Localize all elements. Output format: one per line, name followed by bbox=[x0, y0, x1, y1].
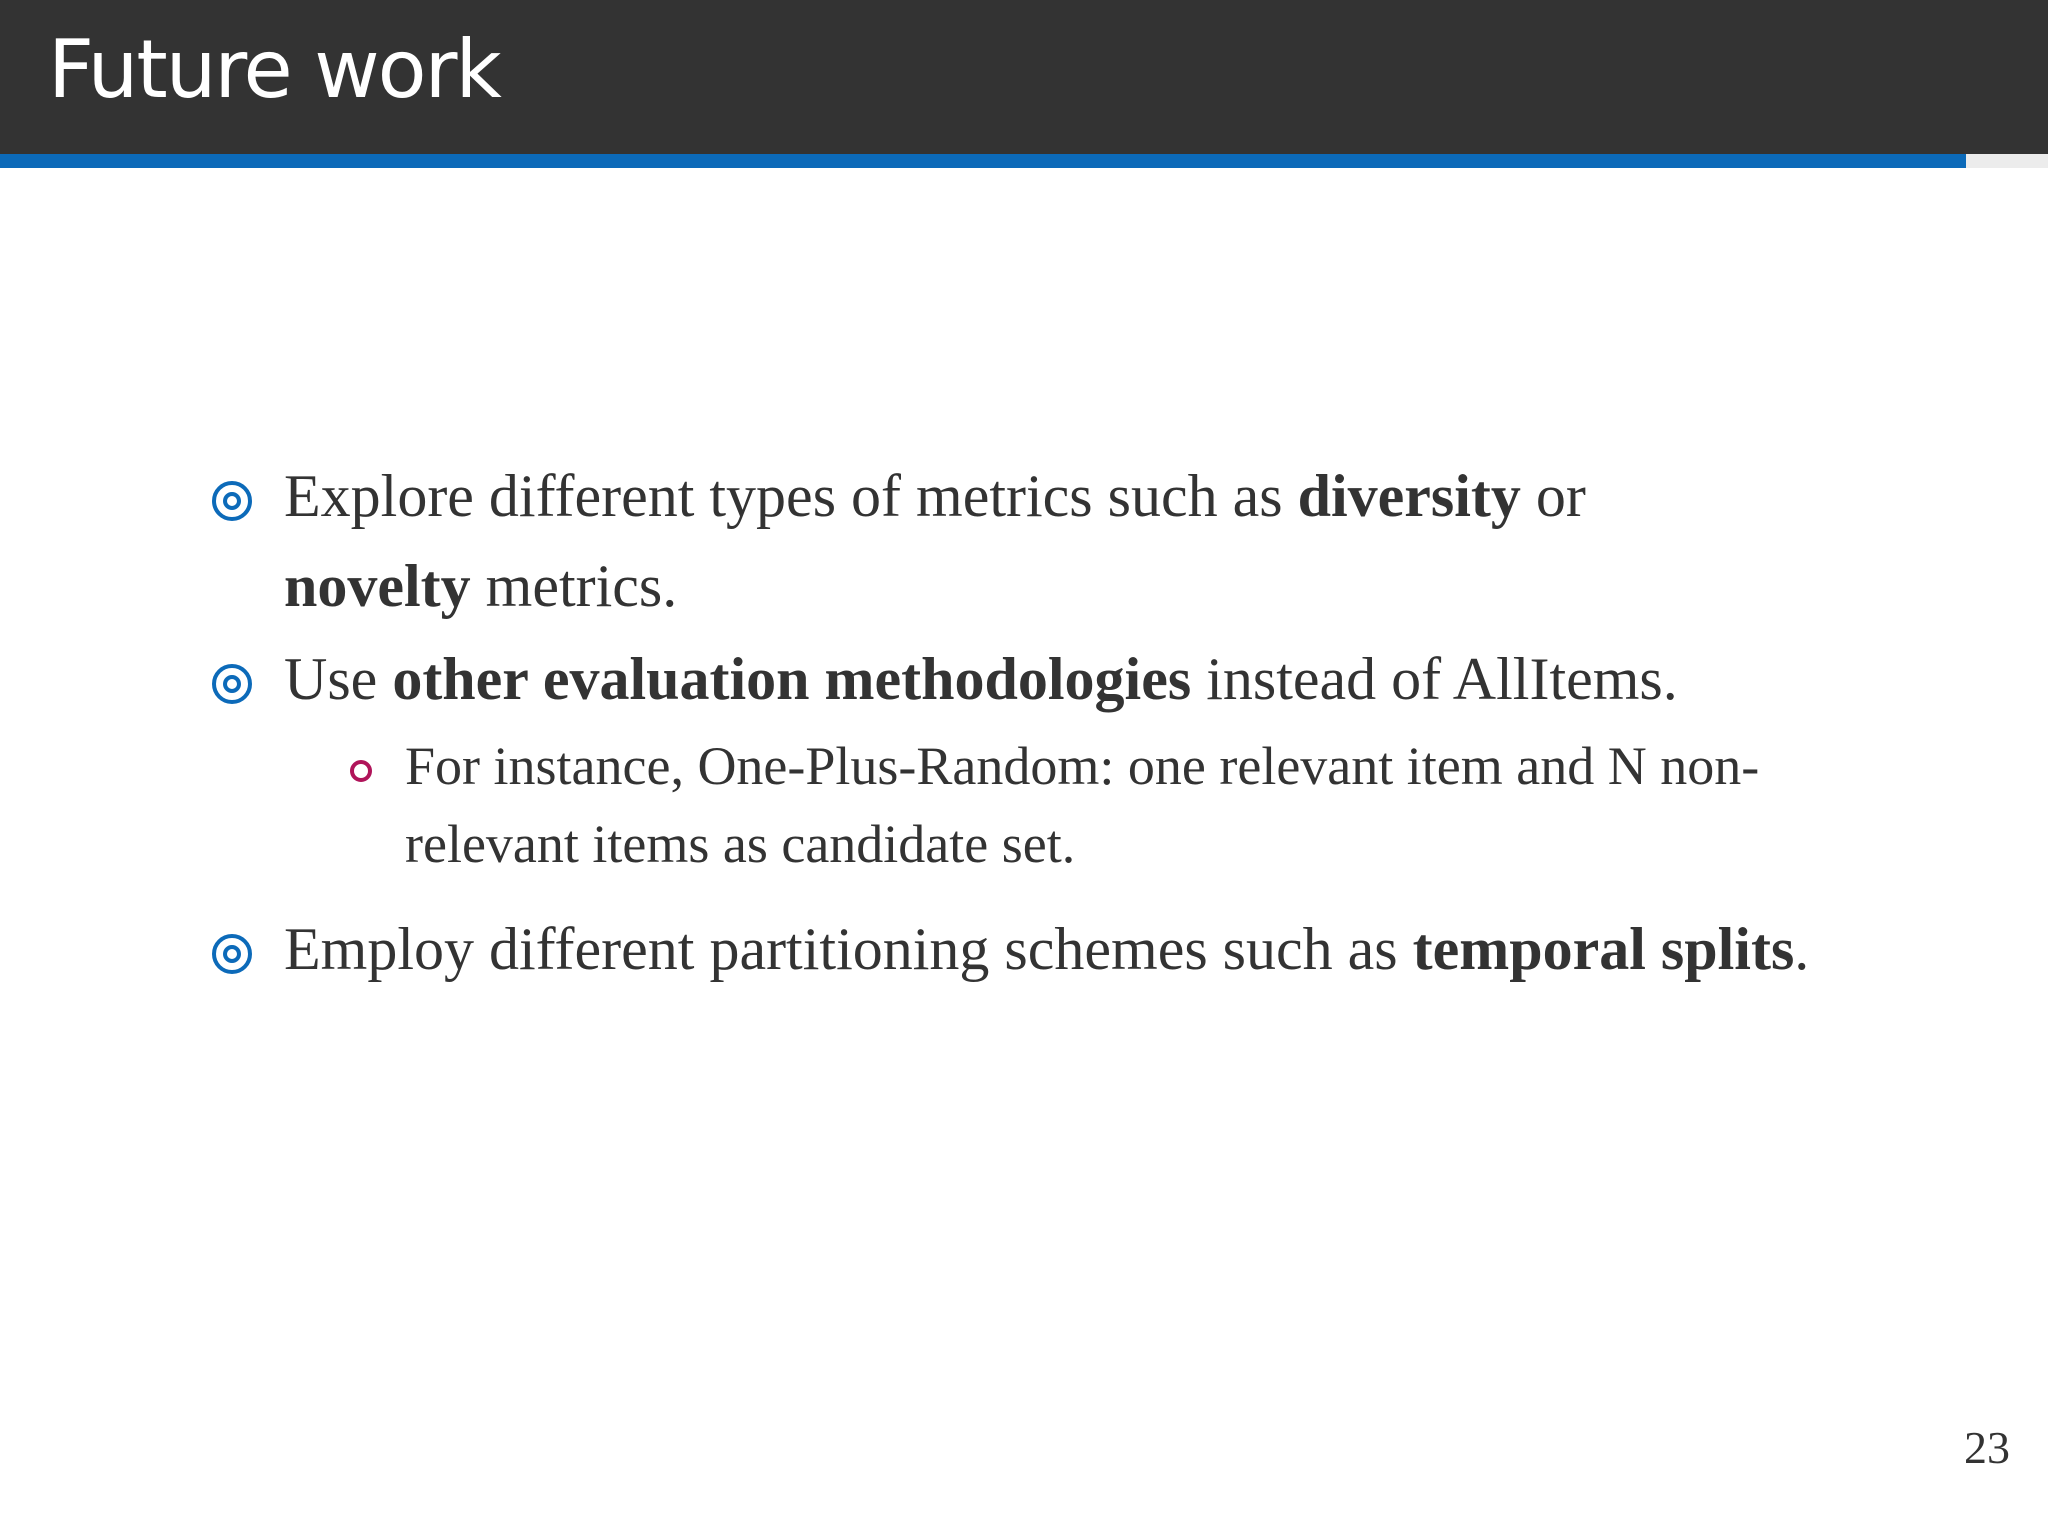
bullet-emphasis: temporal splits bbox=[1412, 916, 1795, 982]
bullet-text: or bbox=[1520, 463, 1586, 529]
bullet-text: metrics. bbox=[470, 553, 678, 619]
slide-title: Future work bbox=[48, 23, 500, 116]
bullet-text: Use bbox=[284, 646, 393, 712]
bullet-item bbox=[284, 904, 1884, 994]
bullet-ring-icon bbox=[212, 481, 252, 521]
bullet-emphasis: other evaluation methodologies bbox=[392, 646, 1192, 712]
bullet-emphasis: diversity bbox=[1297, 463, 1521, 529]
bullet-text: Employ different partitioning schemes such as bbox=[284, 916, 1413, 982]
bullet-ring-icon bbox=[212, 664, 252, 704]
sub-bullet-circle-icon bbox=[350, 760, 372, 782]
bullet-text: instead of AllItems. bbox=[1191, 646, 1678, 712]
sub-bullet-item: For instance, One-Plus-Random: one relevant item and N non-relevant items as candidate set. bbox=[405, 736, 1760, 874]
bullet-emphasis: novelty bbox=[284, 553, 471, 619]
page-number: 23 bbox=[1964, 1422, 2010, 1473]
bullet-item bbox=[284, 451, 1884, 631]
bullet-text: . bbox=[1794, 916, 1810, 982]
bullet-item bbox=[284, 634, 1884, 724]
bullet-ring-icon bbox=[212, 934, 252, 974]
bullet-text: Explore different types of metrics such as bbox=[284, 463, 1298, 529]
